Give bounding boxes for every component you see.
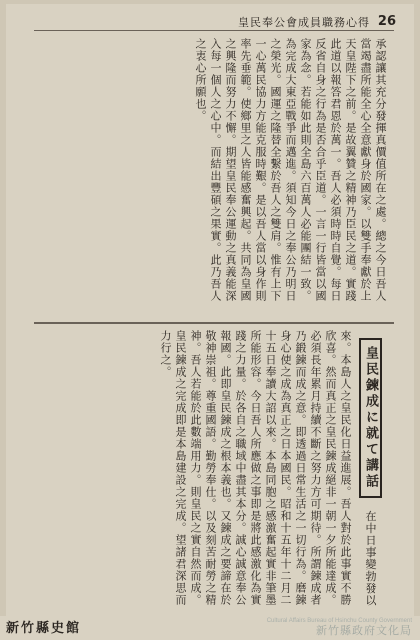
page-footer: [0, 616, 420, 640]
header-rule: [34, 30, 394, 31]
document-page: [6, 4, 414, 624]
page-header: [6, 12, 414, 32]
lower-text-block: [38, 330, 388, 612]
section-title: 皇民鍊成に就て講話: [359, 338, 382, 498]
upper-text-block: [38, 38, 388, 310]
library-name: 新竹縣史館: [6, 621, 82, 636]
page-number: 26: [377, 14, 396, 29]
watermark-stamp: 新竹縣政府文化局: [316, 624, 412, 637]
upper-body-text: 承認讓其充分發揮真價值所在之處。總之今日吾人當竭盡所能全心全意獻身於國家。以雙手奉獻於上天皇陛下之前。是故翼贊之精神乃臣民之道。實踐此道以報答君恩於萬一。吾人必須時時自覺。每日反省自身之行為是否合乎臣道。一言一行皆當以國家為念。若能如此則全島六百萬人必能團結一致。為完成大東亞戰爭而邁進。須知今日之奉公乃明日之榮光。國運之隆替全繫於吾人之雙肩。惟有上下一心萬民協力方能克服時艱。是以吾人當以身作則率先垂範。使鄉里之人皆能感奮興起。共同為皇國之興隆而努力不懈。期望皇民奉公運動之真義能深入每一個人之心中。而結出豐碩之果實。此乃吾人之衷心所願也。: [194, 38, 387, 302]
stamp-subtitle: Cultural Affairs Bureau of Hsinchu County Government: [266, 618, 412, 624]
section-divider: [34, 322, 394, 324]
lower-body-text: 在中日事變勃發以來。本島人之皇民化日益進展。吾人對於此事實不勝欣喜。然而真正之皇民鍊成絕非一朝一夕所能達成。必須長年累月持續不斷之努力方可期待。所謂鍊成者乃鍛鍊而成之意。即透過日常生活之一切行為。磨鍊身心使之成為真正之日本國民。昭和十五年十二月二十五日奉讀大詔以來。本島同胞之感激奮起實非筆墨所能形容。今日吾人所應做之事即是將此感激化為實踐之力量。於各自之職域中盡其本分。誠心誠意奉公報國。此即皇民鍊成之根本義也。又鍊成之要諦在於敬神崇祖。尊重國語。勤勞奉仕。以及刻苦耐勞之精神。吾人若能於此數端用力。則皇民之實自然而成。皇民鍊成之完成即是本島建設之完成。望諸君深思而力行之。: [159, 330, 377, 607]
running-head: 皇民奉公會成員職務心得: [238, 16, 370, 29]
